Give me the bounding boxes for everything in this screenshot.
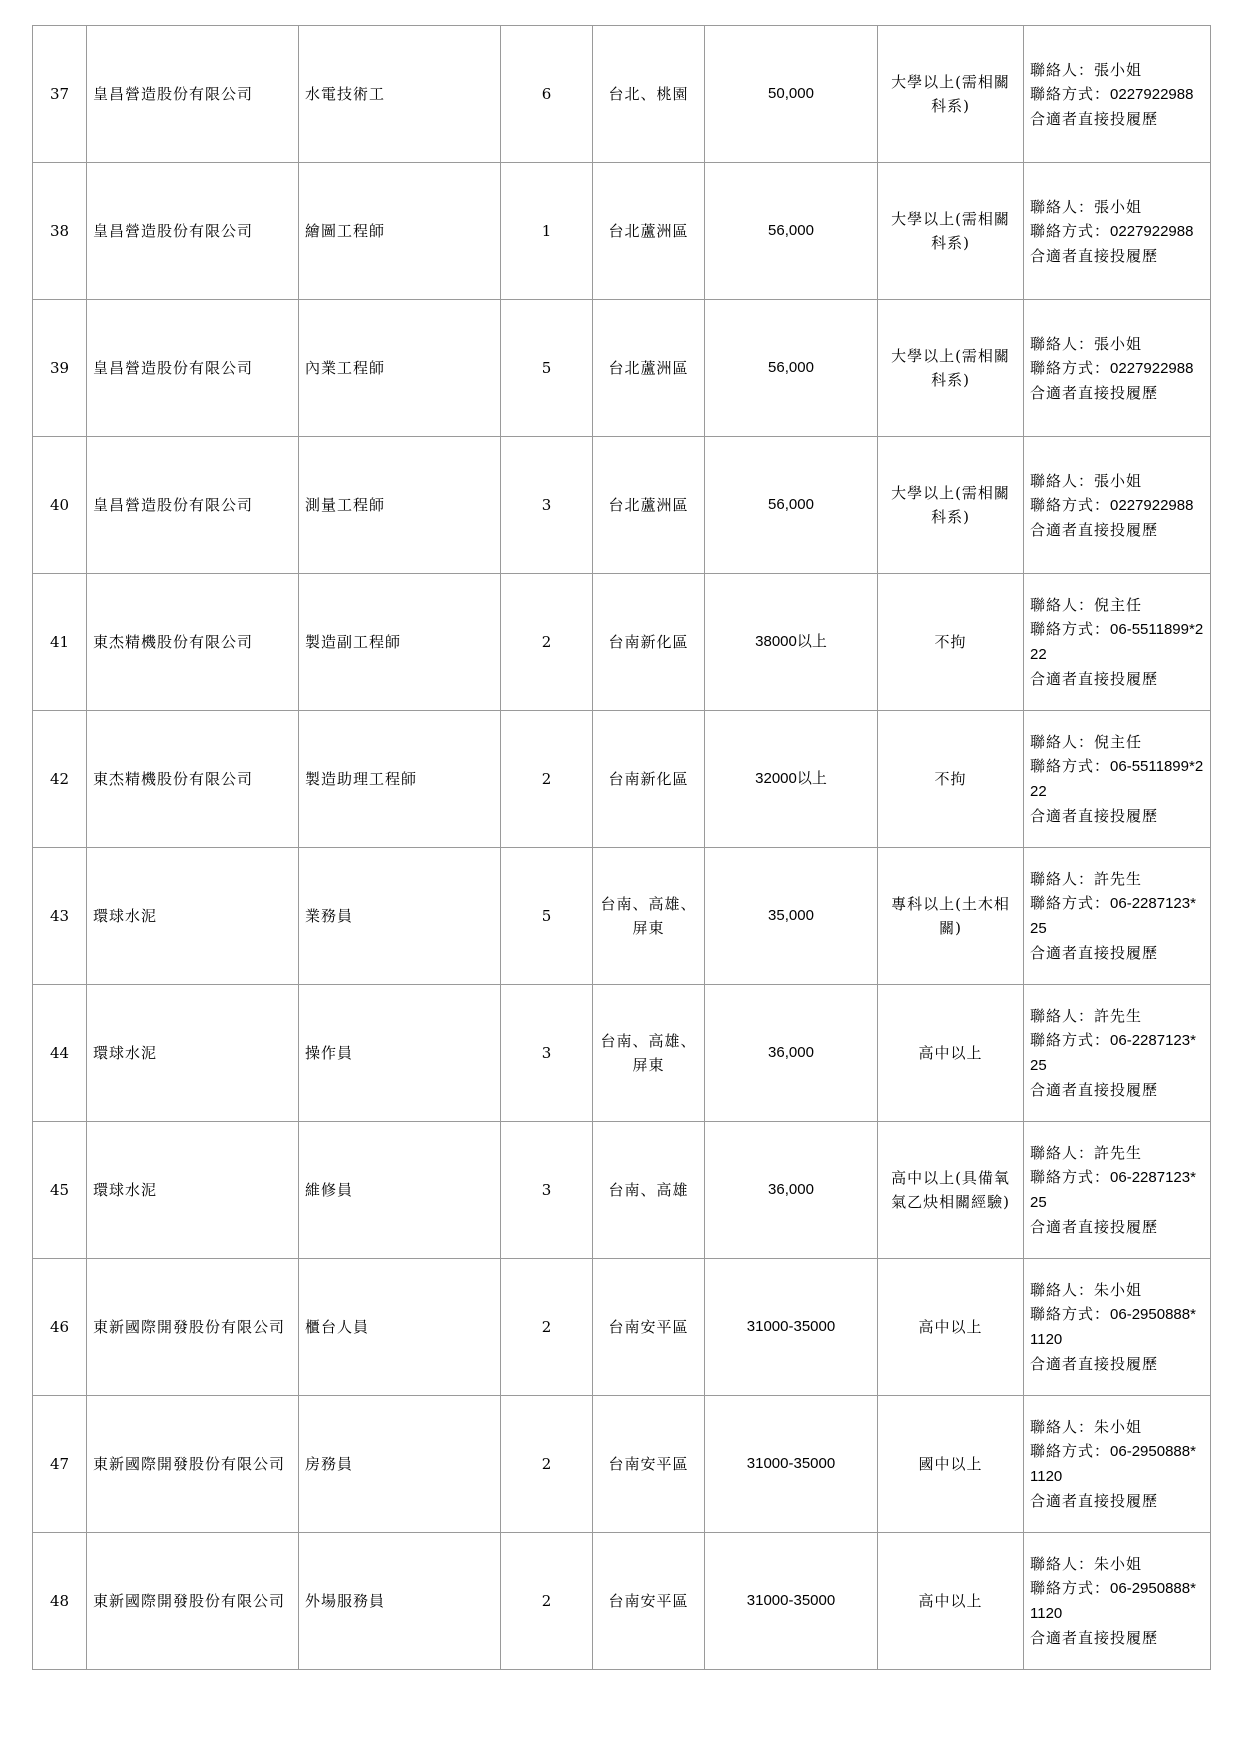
job-listing-rows: [33, 26, 1211, 1670]
contact-info: [1024, 26, 1211, 163]
contact-person: 聯絡人：朱小姐: [1030, 1555, 1143, 1573]
openings-count: 5: [501, 300, 593, 437]
contact-phone: 0227922988: [1110, 359, 1194, 377]
contact-method: [1030, 1576, 1204, 1626]
job-title: 操作員: [299, 985, 501, 1122]
job-title: 製造副工程師: [299, 574, 501, 711]
contact-phone: 06-5511899*222: [1030, 758, 1204, 800]
education-requirement: 高中以上: [878, 1259, 1024, 1396]
row-number: 41: [33, 574, 87, 711]
company-name: 東杰精機股份有限公司: [87, 574, 299, 711]
contact-method: [1030, 1439, 1204, 1489]
work-location: 台南、高雄: [593, 1122, 705, 1259]
contact-phone: 06-2950888*1120: [1030, 1580, 1196, 1622]
row-number: 39: [33, 300, 87, 437]
contact-phone: 06-2287123*25: [1030, 895, 1196, 937]
salary: 32000以上: [705, 711, 878, 848]
salary: 56,000: [705, 163, 878, 300]
work-location: 台北蘆洲區: [593, 300, 705, 437]
contact-method-label: 聯絡方式：: [1030, 84, 1111, 103]
contact-method: [1030, 1028, 1204, 1078]
contact-method: [1030, 754, 1204, 804]
row-number: 45: [33, 1122, 87, 1259]
contact-method-label: 聯絡方式：: [1030, 1305, 1111, 1323]
contact-phone: 0227922988: [1110, 496, 1194, 514]
job-title: 內業工程師: [299, 300, 501, 437]
work-location: 台南、高雄、屏東: [593, 985, 705, 1122]
work-location: 台南安平區: [593, 1533, 705, 1670]
work-location: 台北蘆洲區: [593, 437, 705, 574]
contact-phone: 06-5511899*222: [1030, 621, 1204, 663]
apply-note: 合適者直接投履歷: [1030, 383, 1159, 402]
salary: 56,000: [705, 300, 878, 437]
apply-note: 合適者直接投履歷: [1030, 670, 1159, 688]
table-row: [33, 1122, 1211, 1259]
contact-method-label: 聯絡方式：: [1030, 1031, 1111, 1049]
education-requirement: 高中以上: [878, 1533, 1024, 1670]
openings-count: 3: [501, 437, 593, 574]
row-number: 40: [33, 437, 87, 574]
apply-note: 合適者直接投履歷: [1030, 944, 1159, 962]
salary: 31000-35000: [705, 1533, 878, 1670]
company-name: 東杰精機股份有限公司: [87, 711, 299, 848]
table-row: [33, 574, 1211, 711]
contact-method: [1030, 493, 1204, 518]
contact-phone: 06-2287123*25: [1030, 1169, 1196, 1211]
contact-info: [1024, 848, 1211, 985]
company-name: 皇昌營造股份有限公司: [87, 163, 299, 300]
company-name: 皇昌營造股份有限公司: [87, 26, 299, 163]
apply-note: 合適者直接投履歷: [1030, 1218, 1159, 1236]
company-name: 環球水泥: [87, 985, 299, 1122]
salary: 35,000: [705, 848, 878, 985]
job-title: 繪圖工程師: [299, 163, 501, 300]
table-row: [33, 163, 1211, 300]
apply-note: 合適者直接投履歷: [1030, 520, 1159, 539]
education-requirement: 專科以上(土木相關): [878, 848, 1024, 985]
company-name: 東新國際開發股份有限公司: [87, 1259, 299, 1396]
contact-person: 聯絡人：朱小姐: [1030, 1418, 1143, 1436]
table-row: [33, 437, 1211, 574]
contact-person: 聯絡人：許先生: [1030, 1144, 1143, 1162]
apply-note: 合適者直接投履歷: [1030, 109, 1159, 128]
row-number: 37: [33, 26, 87, 163]
row-number: 48: [33, 1533, 87, 1670]
openings-count: 6: [501, 26, 593, 163]
table-row: [33, 985, 1211, 1122]
work-location: 台北、桃園: [593, 26, 705, 163]
row-number: 42: [33, 711, 87, 848]
education-requirement: 高中以上(具備氧氣乙炔相關經驗): [878, 1122, 1024, 1259]
contact-info: [1024, 437, 1211, 574]
job-title: 業務員: [299, 848, 501, 985]
openings-count: 2: [501, 711, 593, 848]
company-name: 皇昌營造股份有限公司: [87, 300, 299, 437]
company-name: 環球水泥: [87, 848, 299, 985]
apply-note: 合適者直接投履歷: [1030, 1629, 1159, 1647]
job-title: 維修員: [299, 1122, 501, 1259]
education-requirement: 高中以上: [878, 985, 1024, 1122]
contact-info: [1024, 1259, 1211, 1396]
work-location: 台南、高雄、屏東: [593, 848, 705, 985]
education-requirement: 大學以上(需相關科系): [878, 437, 1024, 574]
job-title: 外場服務員: [299, 1533, 501, 1670]
contact-phone: 06-2287123*25: [1030, 1032, 1196, 1074]
row-number: 47: [33, 1396, 87, 1533]
row-number: 44: [33, 985, 87, 1122]
apply-note: 合適者直接投履歷: [1030, 246, 1159, 265]
apply-note: 合適者直接投履歷: [1030, 1355, 1159, 1373]
contact-info: [1024, 711, 1211, 848]
contact-person: 聯絡人：倪主任: [1030, 733, 1143, 751]
education-requirement: 國中以上: [878, 1396, 1024, 1533]
contact-phone: 0227922988: [1110, 85, 1194, 103]
job-title: 房務員: [299, 1396, 501, 1533]
salary: 56,000: [705, 437, 878, 574]
table-row: [33, 1259, 1211, 1396]
contact-method: [1030, 891, 1204, 941]
contact-info: [1024, 574, 1211, 711]
work-location: 台南新化區: [593, 711, 705, 848]
contact-method-label: 聯絡方式：: [1030, 1168, 1111, 1186]
company-name: 皇昌營造股份有限公司: [87, 437, 299, 574]
contact-method-label: 聯絡方式：: [1030, 358, 1111, 377]
contact-info: [1024, 300, 1211, 437]
company-name: 環球水泥: [87, 1122, 299, 1259]
education-requirement: 不拘: [878, 574, 1024, 711]
table-row: [33, 1396, 1211, 1533]
row-number: 38: [33, 163, 87, 300]
contact-method: [1030, 356, 1204, 381]
salary: 38000以上: [705, 574, 878, 711]
contact-person: 聯絡人：張小姐: [1030, 471, 1143, 490]
salary: 31000-35000: [705, 1259, 878, 1396]
contact-person: 聯絡人：張小姐: [1030, 197, 1143, 216]
openings-count: 2: [501, 574, 593, 711]
table-row: [33, 1533, 1211, 1670]
contact-person: 聯絡人：許先生: [1030, 1007, 1143, 1025]
contact-method: [1030, 617, 1204, 667]
row-number: 46: [33, 1259, 87, 1396]
openings-count: 1: [501, 163, 593, 300]
job-title: 測量工程師: [299, 437, 501, 574]
apply-note: 合適者直接投履歷: [1030, 807, 1159, 825]
openings-count: 3: [501, 985, 593, 1122]
table-row: [33, 848, 1211, 985]
contact-person: 聯絡人：張小姐: [1030, 60, 1143, 79]
contact-phone: 0227922988: [1110, 222, 1194, 240]
job-title: 水電技術工: [299, 26, 501, 163]
contact-person: 聯絡人：許先生: [1030, 870, 1143, 888]
salary: 36,000: [705, 1122, 878, 1259]
table-row: [33, 711, 1211, 848]
work-location: 台南新化區: [593, 574, 705, 711]
openings-count: 3: [501, 1122, 593, 1259]
contact-method-label: 聯絡方式：: [1030, 1442, 1111, 1460]
apply-note: 合適者直接投履歷: [1030, 1492, 1159, 1510]
contact-info: [1024, 163, 1211, 300]
openings-count: 5: [501, 848, 593, 985]
contact-method: [1030, 1302, 1204, 1352]
contact-phone: 06-2950888*1120: [1030, 1306, 1196, 1348]
table-row: [33, 26, 1211, 163]
contact-info: [1024, 1396, 1211, 1533]
contact-method-label: 聯絡方式：: [1030, 1579, 1111, 1597]
work-location: 台北蘆洲區: [593, 163, 705, 300]
job-title: 櫃台人員: [299, 1259, 501, 1396]
company-name: 東新國際開發股份有限公司: [87, 1533, 299, 1670]
education-requirement: 大學以上(需相關科系): [878, 26, 1024, 163]
contact-method-label: 聯絡方式：: [1030, 757, 1111, 775]
contact-info: [1024, 985, 1211, 1122]
salary: 36,000: [705, 985, 878, 1122]
job-title: 製造助理工程師: [299, 711, 501, 848]
contact-person: 聯絡人：張小姐: [1030, 334, 1143, 353]
contact-method: [1030, 82, 1204, 107]
contact-method-label: 聯絡方式：: [1030, 620, 1111, 638]
openings-count: 2: [501, 1533, 593, 1670]
education-requirement: 大學以上(需相關科系): [878, 163, 1024, 300]
contact-method-label: 聯絡方式：: [1030, 221, 1111, 240]
salary: 50,000: [705, 26, 878, 163]
table-row: [33, 300, 1211, 437]
education-requirement: 不拘: [878, 711, 1024, 848]
contact-info: [1024, 1533, 1211, 1670]
contact-phone: 06-2950888*1120: [1030, 1443, 1196, 1485]
row-number: 43: [33, 848, 87, 985]
contact-info: [1024, 1122, 1211, 1259]
contact-person: 聯絡人：朱小姐: [1030, 1281, 1143, 1299]
work-location: 台南安平區: [593, 1396, 705, 1533]
apply-note: 合適者直接投履歷: [1030, 1081, 1159, 1099]
education-requirement: 大學以上(需相關科系): [878, 300, 1024, 437]
salary: 31000-35000: [705, 1396, 878, 1533]
openings-count: 2: [501, 1259, 593, 1396]
job-listing-table: [32, 25, 1211, 1670]
contact-method-label: 聯絡方式：: [1030, 894, 1111, 912]
contact-method: [1030, 219, 1204, 244]
work-location: 台南安平區: [593, 1259, 705, 1396]
contact-person: 聯絡人：倪主任: [1030, 596, 1143, 614]
openings-count: 2: [501, 1396, 593, 1533]
contact-method: [1030, 1165, 1204, 1215]
company-name: 東新國際開發股份有限公司: [87, 1396, 299, 1533]
contact-method-label: 聯絡方式：: [1030, 495, 1111, 514]
